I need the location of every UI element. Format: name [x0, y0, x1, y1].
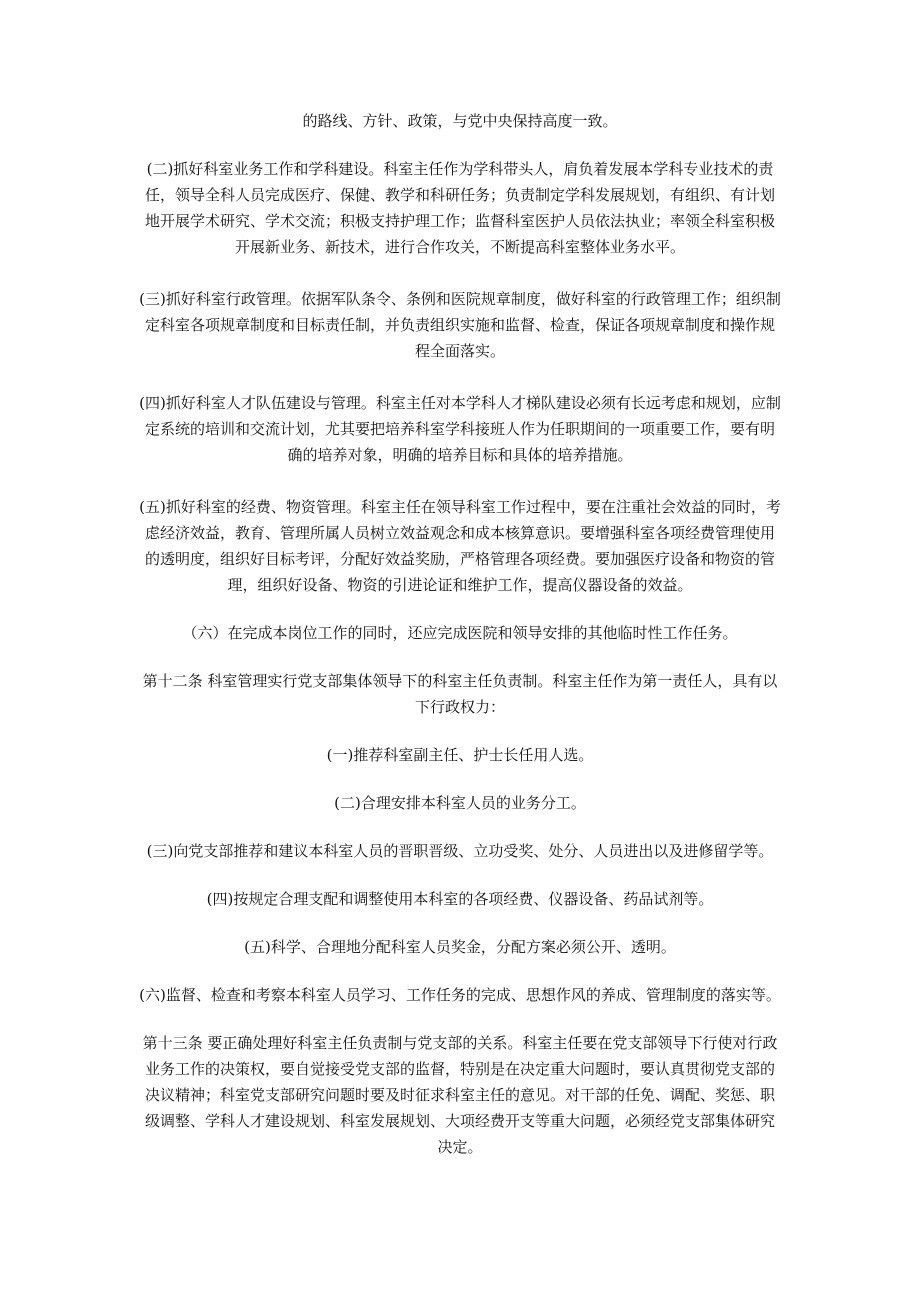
paragraph-power-2: (二)合理安排本科室人员的业务分工。 — [334, 794, 586, 812]
paragraph-admin-management: (三)抓好科室行政管理。依据军队条令、条例和医院规章制度，做好科室的行政管理工作；组织制定科室各项规章制度和目标责任制，并负责组织实施和监督、检查，保证各项规章制度和操作规程全面落实。 — [139, 290, 781, 360]
document-page — [138, 108, 782, 1182]
paragraph-power-5: (五)科学、合理地分配科室人员奖金，分配方案必须公开、透明。 — [244, 938, 676, 956]
paragraph-power-1: (一)推荐科室副主任、护士长任用人选。 — [326, 746, 594, 764]
paragraph-power-6: (六)监督、检查和考察本科室人员学习、工作任务的完成、思想作风的养成、管理制度的落实等。 — [139, 986, 781, 1004]
paragraph-intro: 的路线、方针、政策，与党中央保持高度一致。 — [302, 112, 618, 130]
paragraph-power-4: (四)按规定合理支配和调整使用本科室的各项经费、仪器设备、药品试剂等。 — [206, 890, 714, 908]
paragraph-power-3: (三)向党支部推荐和建议本科室人员的晋职晋级、立功受奖、处分、人员进出以及进修留学等。 — [146, 842, 774, 860]
paragraph-business-work: (二)抓好科室业务工作和学科建设。科室主任作为学科带头人，肩负着发展本学科专业技术的责任，领导全科人员完成医疗、保健、教学和科研任务；负责制定学科发展规划，有组织、有计划地开展学术研究、学术交流；积极支持护理工作；监督科室医护人员依法执业；率领全科室积极开展新业务、新技术，进行合作攻关，不断提高科室整体业务水平。 — [144, 160, 775, 256]
paragraph-article-12: 第十二条 科室管理实行党支部集体领导下的科室主任负责制。科室主任作为第一责任人，具有以下行政权力： — [142, 672, 778, 716]
paragraph-article-13: 第十三条 要正确处理好科室主任负责制与党支部的关系。科室主任要在党支部领导下行使对行政业务工作的决策权，要自觉接受党支部的监督，特别是在决定重大问题时，要认真贯彻党支部的决议精神；科室党支部研究问题时要及时征求科室主任的意见。对干部的任免、调配、奖惩、职级调整、学科人才建设规划、科室发展规划、大项经费开支等重大问题，必须经党支部集体研究决定。 — [142, 1034, 778, 1156]
paragraph-funds-materials: (五)抓好科室的经费、物资管理。科室主任在领导科室工作过程中，要在注重社会效益的同时，考虑经济效益，教育、管理所属人员树立效益观念和成本核算意识。要增强科室各项经费管理使用的透明度，组织好目标考评，分配好效益奖励，严格管理各项经费。要加强医疗设备和物资的管理，组织好设备、物资的引进论证和维护工作，提高仪器设备的效益。 — [139, 498, 781, 594]
paragraph-talent-team: (四)抓好科室人才队伍建设与管理。科室主任对本学科人才梯队建设必须有长远考虑和规划，应制定系统的培训和交流计划，尤其要把培养科室学科接班人作为任职期间的一项重要工作，要有明确的培养对象，明确的培养目标和具体的培养措施。 — [139, 394, 781, 464]
paragraph-other-tasks: （六）在完成本岗位工作的同时，还应完成医院和领导安排的其他临时性工作任务。 — [182, 624, 738, 642]
